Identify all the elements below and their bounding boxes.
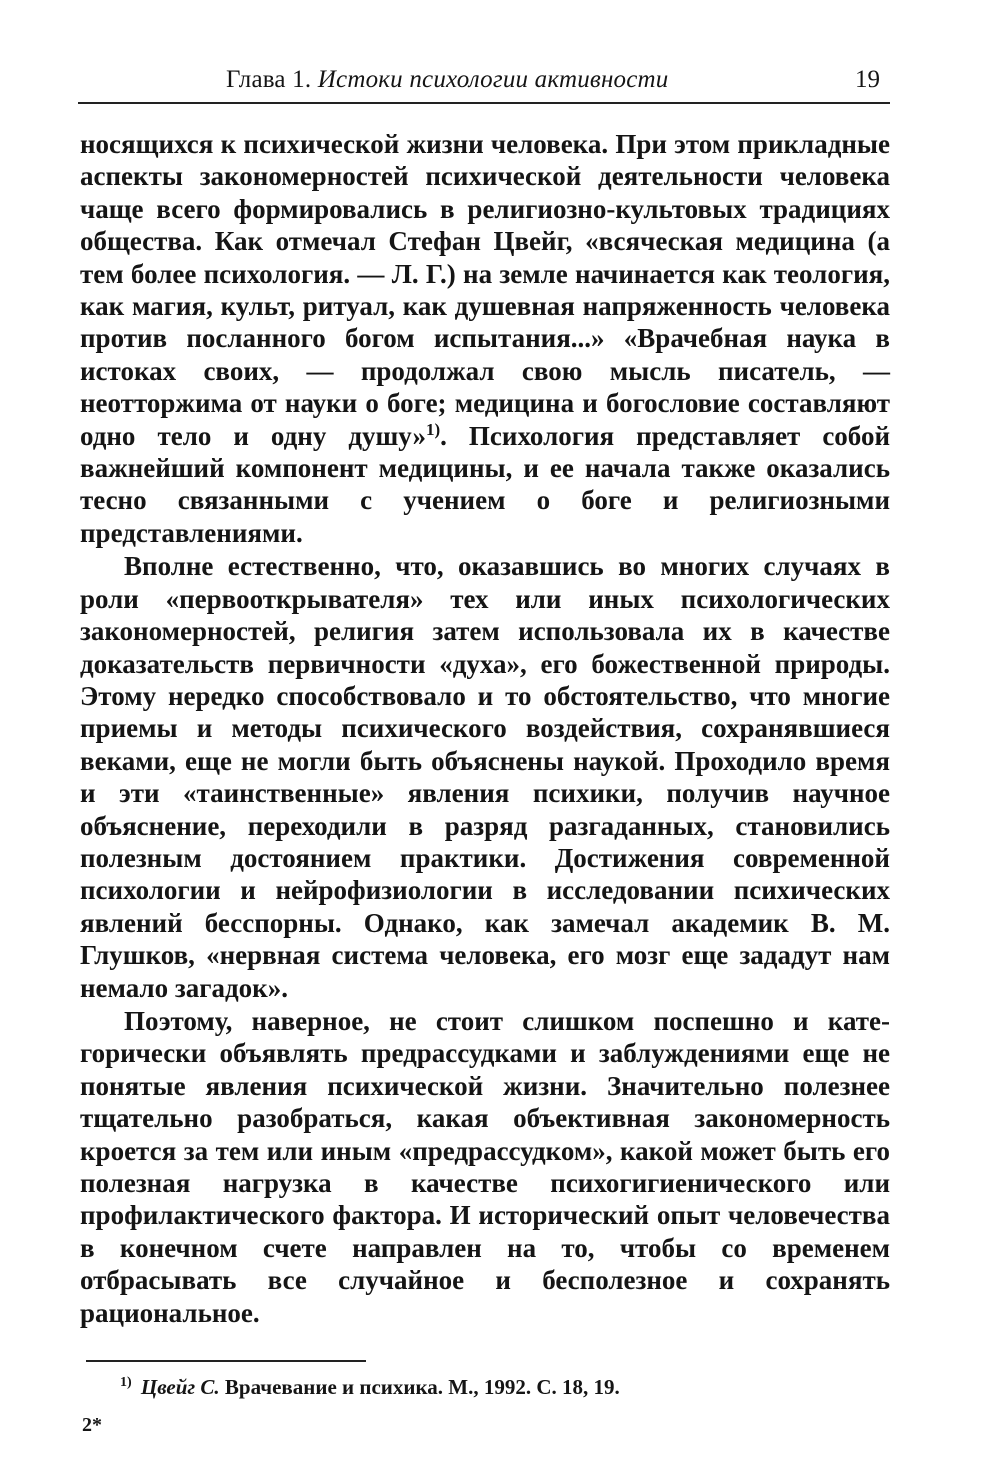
footnote-author: Цвейг С. xyxy=(140,1375,220,1399)
paragraph-1-text-b: . Психология представляет собой важнейший компонент медицины, и ее начала также оказались тесно связанными с учением о боге и религиозными представлениями. xyxy=(80,420,891,548)
paragraph-1-text-a: носящихся к психической жизни человека. При этом прикладные аспекты закономерностей психической деятельности человека чаще всего формировались в религиозно-культовых традициях общества. Как отмечал Стефан Цвейг, «всяческая медицина (а тем более психология. — Л. Г.) на земле начинается как теология, как магия, культ, ритуал, как душевная напряженность человека против посланного богом испытания...» «Врачебная наука в истоках своих, — продолжал свою мысль писатель, — неотторжима от науки о боге; медицина и богословие составляют одно тело и одну душу» xyxy=(80,129,890,451)
paragraph-2: Вполне естественно, что, оказавшись во многих случаях в роли «первооткрывателя» тех или иных психологических закономерностей, религия затем использовала их в качестве доказательств первичности «духа», его божественной природы. Этому нередко способствовало и то обстоятельство, что многие приемы и методы психического воздействия, сохранявшиеся веками, еще не могли быть объяснены наукой. Проходило время и эти «таинственные» явления психики, получив научное объяснение, переходили в разряд разгаданных, становились полезным достоянием практики. Достижения современной психологии и нейрофизиологии в исследовании психических явлений бесспорны. Однако, как замечал академик В. М. Глушков, «нервная система человека, его мозг еще зададут нам немало загадок». xyxy=(80,551,890,1003)
footnote-mark: 1) xyxy=(120,1375,132,1390)
footnote-divider xyxy=(86,1360,366,1362)
body-text xyxy=(80,128,890,1329)
chapter-title: Истоки психологии активности xyxy=(317,66,669,93)
footnote-reference[interactable]: 1) xyxy=(425,419,441,439)
printer-signature-mark: 2* xyxy=(82,1414,102,1436)
paragraph-1 xyxy=(80,128,890,549)
footnote-citation: Врачевание и психика. М., 1992. С. 18, 19. xyxy=(224,1375,620,1399)
paragraph-3: Поэтому, наверное, не стоит слишком поспешно и категорически объявлять предрассудками и заблуждениями еще не понятые явления психической жизни. Значительно полезнее тщательно разобраться, какая объективная закономерность кроется за тем или иным «предрассудком», какой может быть его полезная нагрузка в качестве психогигиенического или профилактического фактора. И исторический опыт человечества в конечном счете направлен на то, чтобы со временем отбрасывать все случайное и бесполезное и сохранять рациональное. xyxy=(80,1005,890,1328)
running-head xyxy=(226,66,669,94)
running-header xyxy=(78,66,890,104)
page-number: 19 xyxy=(855,66,880,93)
chapter-label: Глава 1. xyxy=(226,66,312,93)
footnote xyxy=(120,1374,620,1400)
